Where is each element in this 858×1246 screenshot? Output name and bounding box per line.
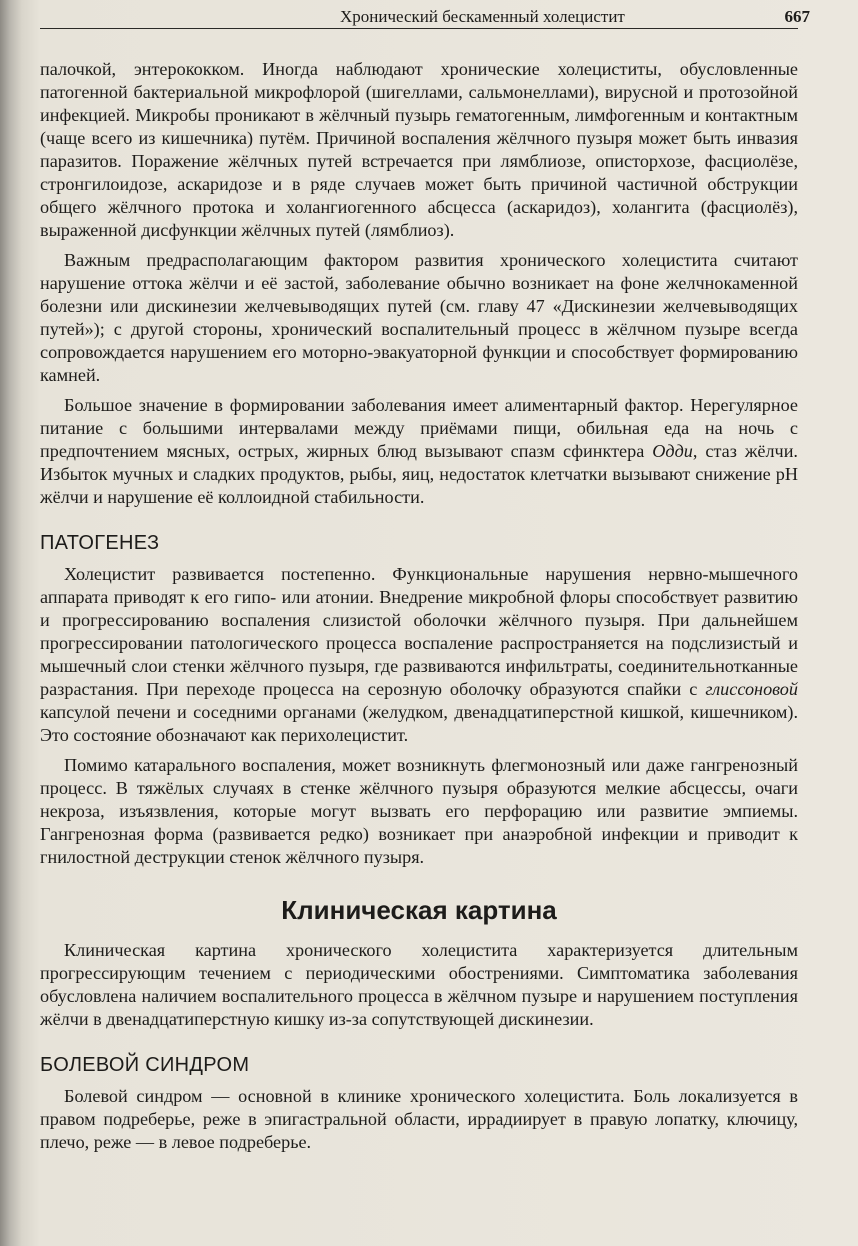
text-run: капсулой печени и соседними органами (желудком, двенадцатиперстной кишкой, кишечником). Это состояние обозначают как перихолецистит. bbox=[40, 702, 798, 745]
running-header bbox=[40, 6, 810, 29]
chapter-heading-clinical-picture: Клиническая картина bbox=[281, 895, 557, 925]
running-title: Хронический бескаменный холецистит bbox=[340, 7, 625, 26]
section-heading-pain-syndrome: БОЛЕВОЙ СИНДРОМ bbox=[40, 1054, 250, 1076]
italic-term: глиссоновой bbox=[705, 679, 798, 699]
paragraph-etiology-continued: палочкой, энтерококком. Иногда наблюдают хронические холециститы, обусловленные патогенной бактериальной микрофлорой (шигеллами, сальмонеллами), вирусной и протозойной инфекцией. Микробы проникают в жёлчный пузырь гематогенным, лимфогенным и контактным (чаще всего из кишечника) путём. Причиной воспаления жёлчного пузыря может быть инвазия паразитов. Поражение жёлчных путей встречается при лямблиозе, описторхозе, фасциолёзе, стронгилоидозе, аскаридозе и в ряде случаев может быть причиной частичной обструкции общего жёлчного протока и холангиогенного абсцесса (аскаридоз), холангита (фасциолёз), выраженной дисфункции жёлчных путей (лямблиоз). bbox=[40, 59, 798, 240]
italic-term: Одди bbox=[652, 441, 693, 461]
paragraph-clinical-picture: Клиническая картина хронического холецистита характеризуется длительным прогрессирующим течением с периодическими обострениями. Симптоматика заболевания обусловлена наличием воспалительного процесса в жёлчном пузыре и нарушением поступления жёлчи в двенадцатиперстную кишку из-за сопутствующей дискинезии. bbox=[40, 940, 798, 1029]
paragraph-inflammation-forms: Помимо катарального воспаления, может возникнуть флегмонозный или даже гангренозный процесс. В тяжёлых случаях в стенке жёлчного пузыря образуются мелкие абсцессы, очаги некроза, изъязвления, которые могут вызвать его перфорацию или развитие эмпиемы. Гангренозная форма (развивается редко) возникает при анаэробной инфекции и приводит к гнилостной деструкции стенок жёлчного пузыря. bbox=[40, 755, 798, 867]
page-number: 667 bbox=[784, 7, 810, 26]
paragraph-predisposing-factor: Важным предрасполагающим фактором развития хронического холецистита считают нарушение оттока жёлчи и её застой, заболевание обычно возникает на фоне желчнокаменной болезни или дискинезии желчевыводящих путей (см. главу 47 «Дискинезии желчевыводящих путей»); с другой стороны, хронический воспалительный процесс в жёлчном пузыре всегда сопровождается нарушением его моторно-эвакуаторной функции и способствует формированию камней. bbox=[40, 250, 798, 385]
paragraph-pain-syndrome: Болевой синдром — основной в клинике хронического холецистита. Боль локализуется в правом подреберье, реже в эпигастральной области, иррадиирует в правую лопатку, ключицу, плечо, реже — в левое подреберье. bbox=[40, 1086, 798, 1152]
paragraph-pathogenesis bbox=[40, 563, 798, 747]
section-heading-pathogenesis: ПАТОГЕНЕЗ bbox=[40, 532, 160, 554]
text-run: Большое значение в формировании заболевания имеет алиментарный фактор. Нерегулярное питание с большими интервалами между приёмами пищи, обильная еда на ночь с предпочтением мясных, острых, жирных блюд вызывают спазм сфинктера bbox=[40, 395, 798, 461]
page-body bbox=[40, 58, 798, 1161]
paragraph-alimentary-factor bbox=[40, 394, 798, 509]
text-run: Холецистит развивается постепенно. Функциональные нарушения нервно-мышечного аппарата приводят к его гипо- или атонии. Внедрение микробной флоры способствует развитию и прогрессированию воспаления слизистой оболочки жёлчного пузыря. При дальнейшем прогрессировании патологического процесса воспаление распространяется на подслизистый и мышечный слои стенки жёлчного пузыря, где развиваются инфильтраты, соединительнотканные разрастания. При переходе процесса на серозную оболочку образуются спайки с bbox=[40, 564, 798, 699]
text-run: , стаз жёлчи. Избыток мучных и сладких продуктов, рыбы, яиц, недостаток клетчатки вызывают снижение pH жёлчи и нарушение её коллоидной стабильности. bbox=[40, 441, 798, 507]
